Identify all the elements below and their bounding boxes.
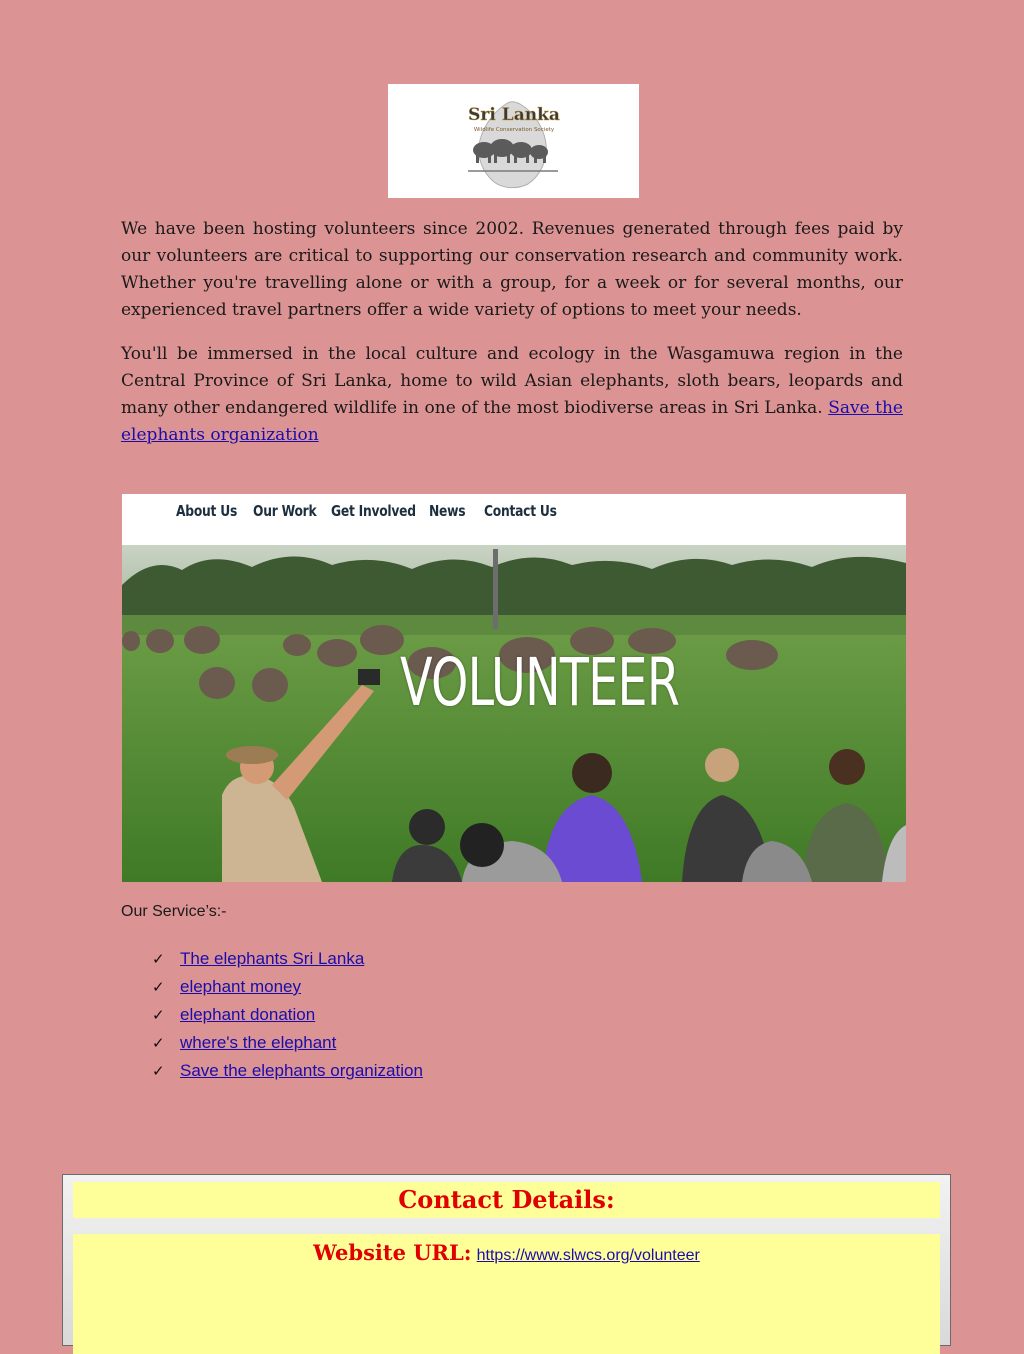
check-icon: ✓ bbox=[152, 978, 165, 996]
banner-title: VOLUNTEER bbox=[400, 644, 680, 721]
volunteer-banner bbox=[122, 494, 906, 882]
service-link-elephants-sri-lanka[interactable]: The elephants Sri Lanka bbox=[180, 949, 365, 968]
save-elephants-link[interactable]: Save the elephants organization bbox=[121, 398, 903, 445]
logo bbox=[388, 84, 639, 198]
contact-details-box bbox=[62, 1174, 951, 1346]
contact-body bbox=[73, 1234, 940, 1354]
services-heading: Our Service’s:- bbox=[121, 903, 227, 920]
list-item bbox=[152, 1031, 423, 1059]
logo-title: Sri Lanka bbox=[468, 105, 560, 125]
intro-paragraph-1: We have been hosting volunteers since 2002. Revenues generated through fees paid by our volunteers are critical to supporting our conservation research and community work. Whether you're travelling alone or with a group, for a week or for several months, our experienced travel partners offer a wide variety of options to meet your needs. bbox=[121, 219, 903, 320]
check-icon: ✓ bbox=[152, 1006, 165, 1024]
list-item bbox=[152, 1059, 423, 1087]
intro-paragraph-2 bbox=[121, 341, 903, 449]
nav-news[interactable]: News bbox=[429, 502, 466, 520]
website-url-label: Website URL: bbox=[313, 1240, 472, 1265]
check-icon: ✓ bbox=[152, 950, 165, 968]
website-line bbox=[73, 1238, 940, 1271]
list-item bbox=[152, 975, 423, 1003]
intro-paragraph-2-text: You'll be immersed in the local culture and ecology in the Wasgamuwa region in the Central Province of Sri Lanka, home to wild Asian elephants, sloth bears, leopards and many other endangered wildlife in one of the most biodiverse areas in Sri Lanka. bbox=[121, 344, 903, 418]
services-list bbox=[152, 947, 423, 1087]
sri-lanka-map-logo bbox=[388, 84, 639, 198]
service-link-save-elephants[interactable]: Save the elephants organization bbox=[180, 1061, 423, 1080]
nav-get-involved[interactable]: Get Involved bbox=[331, 502, 416, 520]
service-link-elephant-donation[interactable]: elephant donation bbox=[180, 1005, 316, 1024]
nav-about-us[interactable]: About Us bbox=[176, 502, 238, 520]
check-icon: ✓ bbox=[152, 1034, 165, 1052]
nav-our-work[interactable]: Our Work bbox=[253, 502, 317, 520]
check-icon: ✓ bbox=[152, 1062, 165, 1080]
contact-heading: Contact Details: bbox=[73, 1182, 940, 1218]
logo-subtitle: Wildlife Conservation Society bbox=[473, 127, 555, 133]
service-link-elephant-money[interactable]: elephant money bbox=[180, 977, 301, 996]
list-item bbox=[152, 947, 423, 975]
banner-nav bbox=[122, 494, 906, 545]
service-link-wheres-the-elephant[interactable]: where's the elephant bbox=[180, 1033, 337, 1052]
list-item bbox=[152, 1003, 423, 1031]
nav-contact-us[interactable]: Contact Us bbox=[484, 502, 557, 520]
website-url-link[interactable]: https://www.slwcs.org/volunteer bbox=[476, 1247, 700, 1264]
